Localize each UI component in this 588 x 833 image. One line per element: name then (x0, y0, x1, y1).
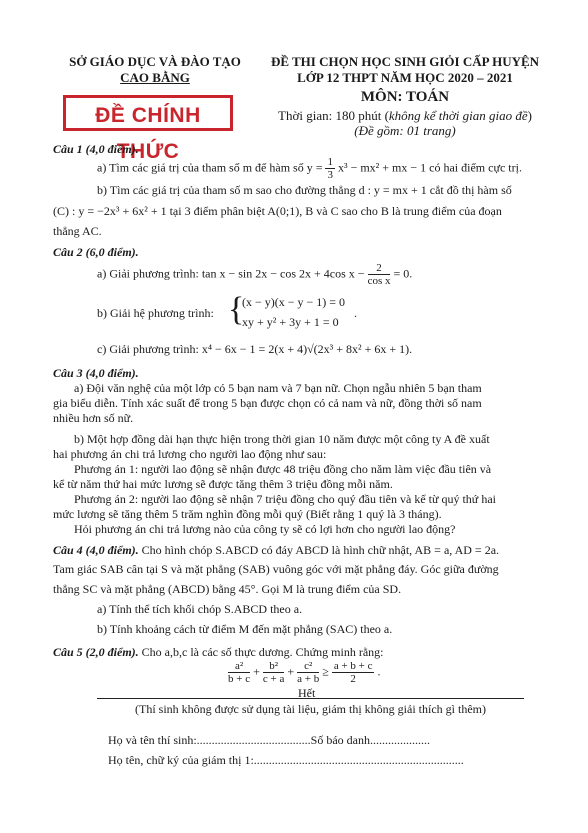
time-limit: Thời gian: 180 phút (không kể thời gian giao đề) (278, 108, 532, 123)
q5-fraction-1: $\frac{\text{a²}}{b + c}$ (228, 660, 251, 685)
q1-label: Câu 1 (4,0 điểm). (53, 142, 139, 156)
exam-title: ĐỀ THI CHỌN HỌC SINH GIỎI CẤP HUYỆN (270, 54, 540, 69)
q3-label: Câu 3 (4,0 điểm). (53, 366, 139, 380)
q4-line1: Câu 4 (4,0 điểm). Cho hình chóp S.ABCD có đáy ABCD là hình chữ nhật, AB = a, AD = 2a. (53, 543, 500, 557)
q2-system-eq1: (x − y)(x − y − 1) = 0 (242, 295, 346, 309)
end-marker: Hết (298, 686, 316, 700)
q1-part-b-line3: thẳng AC. (53, 224, 102, 238)
end-rule (97, 698, 524, 699)
agency-name: SỞ GIÁO DỤC VÀ ĐÀO TẠO (69, 54, 241, 69)
invigilator-line: Họ tên, chữ ký của giám thị 1:...................................................................... (108, 753, 464, 767)
q3-b-line1: b) Một hợp đồng dài hạn thực hiện trong thời gian 10 năm được một công ty A đề xuất (74, 432, 490, 446)
q5-fraction-3: $\frac{\text{c²}}{a + b}$ (297, 660, 320, 685)
q4-line2: Tam giác SAB cân tại S và mặt phẳng (SAB) vuông góc với mặt phẳng đáy. Góc giữa đường (53, 562, 499, 576)
footer-note: (Thí sinh không được sử dụng tài liệu, giám thị không giải thích gì thêm) (135, 702, 486, 716)
system-brace: { (228, 291, 245, 328)
q5-fraction-2: $\frac{\text{b²}}{c + a}$ (262, 660, 285, 685)
q5-fraction-4: $\frac{a + b + c}{2}$ (333, 660, 373, 685)
q3-a-line1: a) Đội văn nghệ của một lớp có 5 bạn nam và 7 bạn nữ. Chọn ngẫu nhiên 5 bạn tham (74, 381, 482, 395)
q5-line1: Câu 5 (2,0 điểm). Cho a,b,c là các số thực dương. Chứng minh rằng: (53, 645, 384, 659)
q2-fraction: $\frac{2}{\text{cos x}}$ (367, 262, 391, 287)
q2-system-end: . (354, 306, 357, 320)
q4-part-a: a) Tính thể tích khối chóp S.ABCD theo a. (97, 602, 303, 616)
q1-fraction: $\frac{1}{3}$ (327, 156, 333, 181)
q3-a-line3: nhiều hơn số nữ. (53, 411, 134, 425)
agency-province: CAO BẰNG (120, 70, 190, 85)
page-count: (Đề gồm: 01 trang) (354, 123, 456, 138)
candidate-info-line: Họ và tên thí sinh:......................................Số báo danh.................... (108, 733, 430, 747)
subject-title: MÔN: TOÁN (360, 89, 450, 105)
q3-b-line4: kể từ năm thứ hai mức lương sẽ được tăng thêm 3 triệu đồng mỗi năm. (53, 477, 393, 491)
q2-part-b-label: b) Giải hệ phương trình: (97, 306, 214, 320)
q3-b-line7: Hỏi phương án chi trả lương nào của công ty sẽ có lợi hơn cho người lao động? (74, 522, 456, 536)
official-stamp: ĐỀ CHÍNH THỨC (63, 95, 233, 131)
q4-line3: thẳng SC và mặt phẳng (ABCD) bằng 45°. Gọi M là trung điểm của SD. (53, 582, 402, 596)
q2-label: Câu 2 (6,0 điểm). (53, 245, 139, 259)
exam-year: LỚP 12 THPT NĂM HỌC 2020 – 2021 (297, 70, 513, 85)
q3-b-line3: Phương án 1: người lao động sẽ nhận được 48 triệu đồng cho năm làm việc đầu tiên và (74, 462, 492, 476)
q4-part-b: b) Tính khoảng cách từ điểm M đến mặt phẳng (SAC) theo a. (97, 622, 393, 636)
q3-b-line5: Phương án 2: người lao động sẽ nhận 7 triệu đồng cho quý đầu tiên và kể từ quý thứ hai (74, 492, 496, 506)
q1-part-b-line2: (C) : y = −2x³ + 6x² + 1 tại 3 điểm phân biệt A(0;1), B và C sao cho B là trung điểm của đoạn (53, 204, 502, 218)
q2-system-eq2: xy + y² + 3y + 1 = 0 (242, 315, 339, 329)
q3-b-line2: hai phương án chi trả lương cho người lao động như sau: (53, 447, 327, 461)
q5-inequality: $\frac{\text{a²}}{b + c}$ + $\frac{\text{b²}}{c + a}$ + $\frac{\text{c²}}{a + b}$ ≥ $\frac{a + b + c}{2}$ . (228, 660, 381, 685)
q2-part-c: c) Giải phương trình: x⁴ − 6x − 1 = 2(x + 4)√(2x³ + 8x² + 6x + 1). (97, 342, 413, 356)
q2-part-a: a) Giải phương trình: tan x − sin 2x − cos 2x + 4cos x − $\frac{2}{\text{cos x}}$ = 0. (97, 262, 413, 287)
q1-part-a: a) Tìm các giá trị của tham số m để hàm số y = $\frac{1}{3}$ x³ − mx² + mx − 1 có hai điểm cực trị. (97, 156, 522, 181)
q3-a-line2: gia biểu diễn. Tính xác suất để trong 5 bạn được chọn có cả nam và nữ, đồng thời số nam (53, 396, 482, 410)
q3-b-line6: mức lương sẽ tăng thêm 5 trăm nghìn đồng mỗi quý (Biết rằng 1 quý là 3 tháng). (53, 507, 442, 521)
q1-part-b-line1: b) Tìm các giá trị của tham số m sao cho đường thẳng d : y = mx + 1 cắt đồ thị hàm số (97, 183, 512, 197)
